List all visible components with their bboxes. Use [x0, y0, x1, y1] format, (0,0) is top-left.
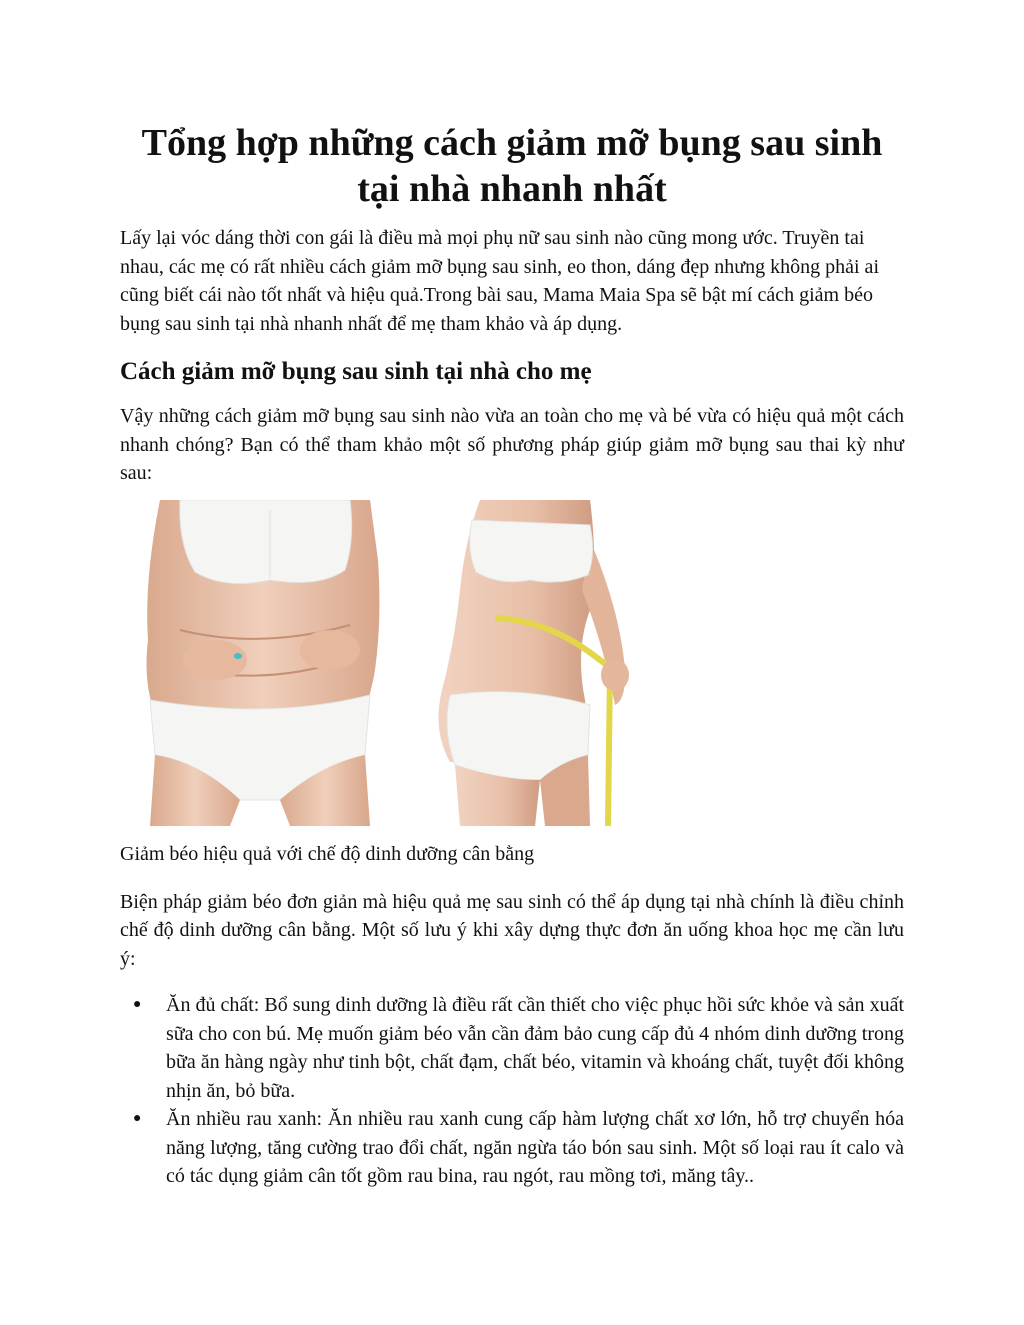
intro-paragraph: Lấy lại vóc dáng thời con gái là điều mà mọi phụ nữ sau sinh nào cũng mong ước. Truyền tai nhau, các mẹ có rất nhiều cách giảm mỡ bụng sau sinh, eo thon, dáng đẹp nhưng không phải ai cũng biết cái nào tốt nhất và hiệu quả.Trong bài sau, Mama Maia Spa sẽ bật mí cách giảm béo bụng sau sinh tại nhà nhanh nhất để mẹ tham khảo và áp dụng. [120, 227, 879, 335]
bullet-icon: ● [133, 1111, 142, 1126]
section-intro-paragraph: Vậy những cách giảm mỡ bụng sau sinh nào vừa an toàn cho mẹ và bé vừa có hiệu quả một cách nhanh chóng? Bạn có thể tham khảo một số phương pháp giúp giảm mỡ bụng sau thai kỳ như sau: [120, 405, 904, 484]
tips-list [120, 991, 904, 1191]
image-caption: Giảm béo hiệu quả với chế độ dinh dưỡng cân bằng [120, 842, 535, 865]
article-title: Tổng hợp những cách giảm mỡ bụng sau sinh tại nhà nhanh nhất [141, 122, 883, 210]
list-item-text: Ăn đủ chất: Bổ sung dinh dưỡng là điều rất cần thiết cho việc phục hồi sức khỏe và sản xuất sữa cho con bú. Mẹ muốn giảm béo vẫn cần đảm bảo cung cấp đủ 4 nhóm dinh dưỡng trong bữa ăn hàng ngày như tinh bột, chất đạm, chất béo, vitamin và khoáng chất, tuyệt đối không nhịn ăn, bỏ bữa. [166, 994, 904, 1102]
section-heading: Cách giảm mỡ bụng sau sinh tại nhà cho mẹ [120, 358, 592, 385]
before-after-photo [120, 500, 638, 826]
list-item [133, 1105, 904, 1191]
diet-intro-paragraph: Biện pháp giảm béo đơn giản mà hiệu quả mẹ sau sinh có thể áp dụng tại nhà chính là điều chỉnh chế độ dinh dưỡng cân bằng. Một số lưu ý khi xây dựng thực đơn ăn uống khoa học mẹ cần lưu ý: [120, 890, 904, 970]
list-item [133, 991, 904, 1105]
bullet-icon: ● [133, 997, 142, 1012]
list-item-text: Ăn nhiều rau xanh: Ăn nhiều rau xanh cung cấp hàm lượng chất xơ lớn, hỗ trợ chuyển hóa năng lượng, tăng cường trao đổi chất, ngăn ngừa táo bón sau sinh. Một số loại rau ít calo và có tác dụng giảm cân tốt gồm rau bina, rau ngót, rau mồng tơi, măng tây.. [166, 1108, 904, 1187]
before-after-illustration [120, 500, 638, 826]
